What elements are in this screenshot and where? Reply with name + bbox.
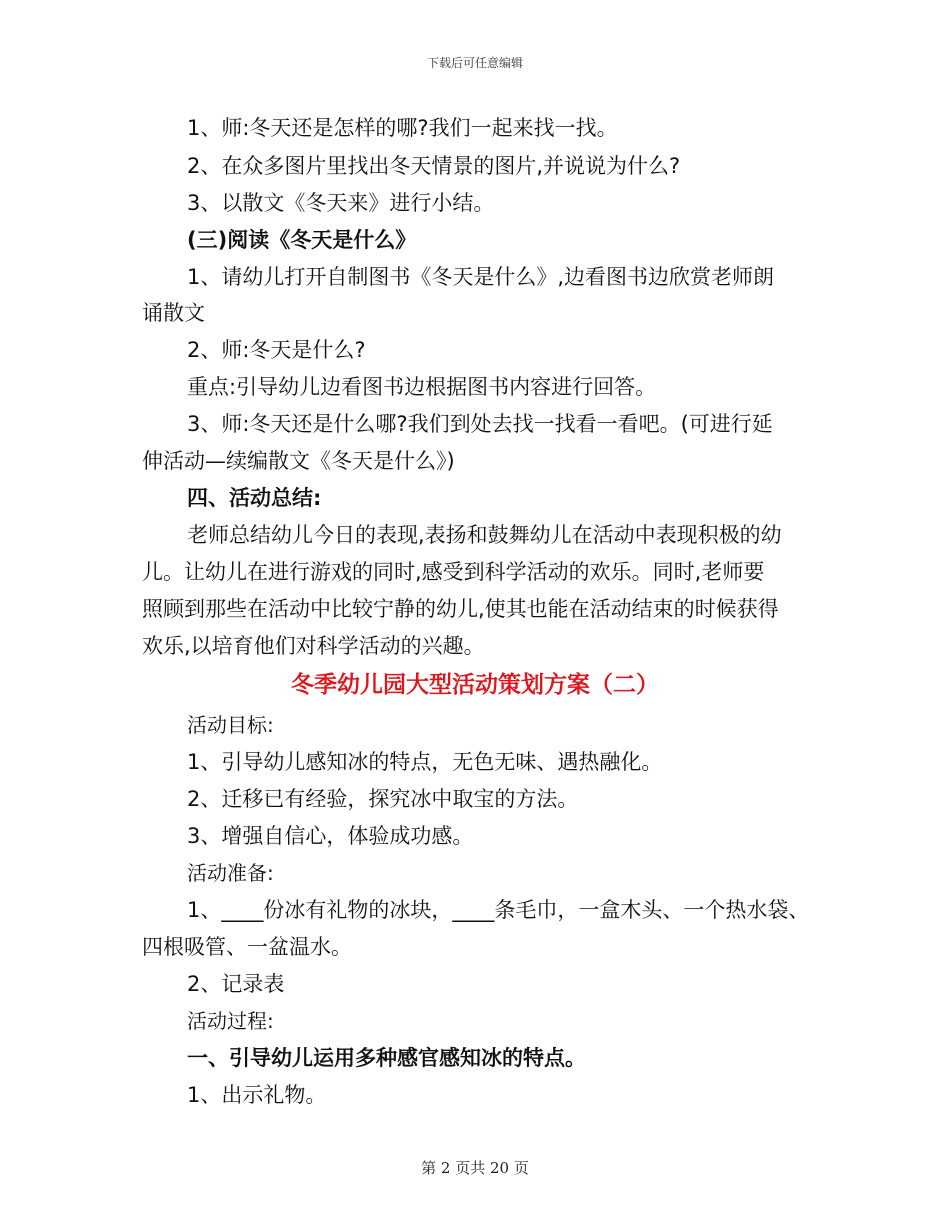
text-line: 照顾到那些在活动中比较宁静的幼儿,使其也能在活动结束的时候获得 bbox=[142, 597, 779, 621]
text-line: 活动准备: bbox=[187, 861, 274, 885]
page-footer: 第 2 页共 20 页 bbox=[421, 1159, 529, 1177]
text-line: 重点:引导幼儿边看图书边根据图书内容进行回答。 bbox=[187, 375, 657, 399]
text-line: 儿。让幼儿在进行游戏的同时,感受到科学活动的欢乐。同时,老师要 bbox=[142, 560, 765, 584]
text-line: 诵散文 bbox=[142, 301, 205, 325]
text-line: 伸活动—续编散文《冬天是什么》) bbox=[142, 449, 455, 473]
section-heading: 四、活动总结: bbox=[187, 486, 322, 510]
page-header: 下载后可任意编辑 bbox=[426, 56, 523, 70]
text-line: 3、以散文《冬天来》进行小结。 bbox=[187, 191, 495, 215]
section-heading: 一、引导幼儿运用多种感官感知冰的特点。 bbox=[187, 1046, 586, 1070]
section-heading: (三)阅读《冬天是什么》 bbox=[187, 228, 417, 252]
text-line: 老师总结幼儿今日的表现,表扬和鼓舞幼儿在活动中表现积极的幼 bbox=[187, 523, 782, 547]
text-line: 1、引导幼儿感知冰的特点，无色无味、遇热融化。 bbox=[187, 750, 663, 774]
document-title: 冬季幼儿园大型活动策划方案（二） bbox=[291, 672, 659, 698]
text-line: 活动目标: bbox=[187, 713, 274, 737]
text-line: 3、师:冬天还是什么哪?我们到处去找一找看一看吧。(可进行延 bbox=[187, 412, 773, 436]
text-line: 四根吸管、一盆温水。 bbox=[142, 935, 352, 959]
text-line: 活动过程: bbox=[187, 1009, 274, 1033]
text-line: 2、在众多图片里找出冬天情景的图片,并说说为什么? bbox=[187, 154, 681, 178]
text-line: 2、记录表 bbox=[187, 972, 285, 996]
text-line: 1、师:冬天还是怎样的哪?我们一起来找一找。 bbox=[187, 116, 618, 140]
text-line: 2、迁移已有经验，探究冰中取宝的方法。 bbox=[187, 787, 579, 811]
text-line: 1、请幼儿打开自制图书《冬天是什么》,边看图书边欣赏老师朗 bbox=[187, 265, 775, 289]
text-line: 3、增强自信心，体验成功感。 bbox=[187, 824, 474, 848]
text-line: 1、出示礼物。 bbox=[187, 1083, 327, 1107]
text-line: 2、师:冬天是什么? bbox=[187, 338, 366, 362]
text-line: 欢乐,以培育他们对科学活动的兴趣。 bbox=[142, 634, 485, 658]
text-line: 1、____份冰有礼物的冰块，____条毛巾，一盒木头、一个热水袋、 bbox=[187, 898, 810, 922]
